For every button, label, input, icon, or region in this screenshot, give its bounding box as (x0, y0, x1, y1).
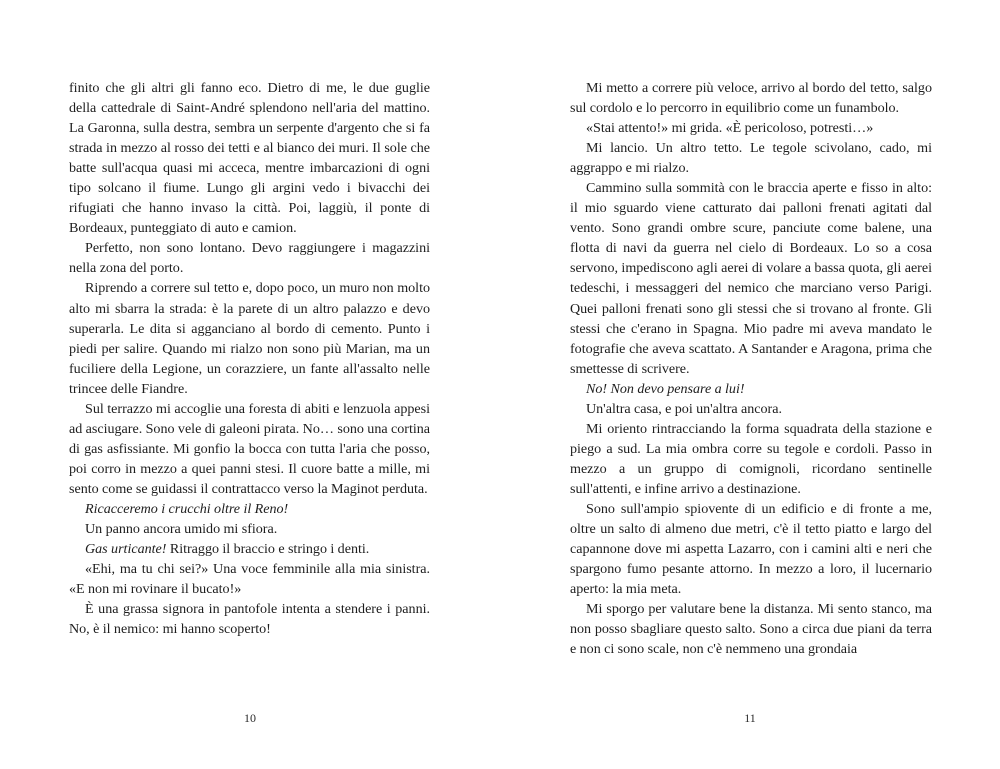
paragraph: Riprendo a correre sul tetto e, dopo poco, un muro non molto alto mi sbarra la strada: è la parete di un altro palazzo e devo superarla. Le dita si agganciano al bordo di cemento. Punto i piedi per salire. Quando mi rialzo non sono più Marian, ma un fuciliere della Legione, un corazziere, un fante all'assalto nelle trincee delle Fiandre. (69, 280, 430, 397)
page-left-textblock (69, 78, 430, 639)
paragraph: Mi lancio. Un altro tetto. Le tegole scivolano, cado, mi aggrappo e mi rialzo. (570, 140, 932, 177)
paragraph: Sono sull'ampio spiovente di un edificio e di fronte a me, oltre un salto di almeno due metri, c'è il tetto piatto e largo del capannone dove mi aspetta Lazarro, con i camini alti e neri che spargono fumo pesante attorno. In mezzo a loro, il lucernario aperto: la mia meta. (570, 500, 932, 598)
paragraph: Cammino sulla sommità con le braccia aperte e fisso in alto: il mio sguardo viene catturato dai palloni frenati agitati dal vento. Sono grandi ombre scure, panciute come balene, una flotta di navi da guerra nel cielo di Bordeaux. Lo so a cosa servono, impediscono agli aerei di volare a bassa quota, gli aerei tedeschi, i messaggeri del nemico che marciano verso Parigi. Quei palloni frenati sono gli stessi che si trovano al fronte. Gli stessi che c'erano in Spagna. Mio padre mi aveva mandato le fotografie che aveva scattato. A Santander e Aragona, prima che smettesse di scrivere. (570, 180, 932, 377)
paragraph: Sul terrazzo mi accoglie una foresta di abiti e lenzuola appesi ad asciugare. Sono vele di galeoni pirata. No… sono una cortina di gas asfissiante. Mi gonfio la bocca con tutta l'aria che posso, poi corro in mezzo a quei panni stesi. Il cuore batte a mille, mi sento come se guidassi il contrattacco verso la Maginot perduta. (69, 400, 430, 497)
paragraph: «Ehi, ma tu chi sei?» Una voce femminile alla mia sinistra. «E non mi rovinare il bucato!» (69, 561, 430, 598)
paragraph: Mi oriento rintracciando la forma squadrata della stazione e piego a sud. La mia ombra corre su tegole e cordoli. Passo in mezzo a un gruppo di comignoli, ricordano sentinelle sull'attenti, e infine arrivo a destinazione. (570, 420, 932, 497)
page-right (500, 0, 1000, 769)
page-number: 10 (244, 711, 256, 725)
paragraph: Mi sporgo per valutare bene la distanza. Mi sento stanco, ma non posso sbagliare questo salto. Sono a circa due piani da terra e non ci sono scale, non c'è nemmeno una grondaia (570, 601, 932, 658)
paragraph-italic: No! Non devo pensare a lui! (586, 380, 745, 397)
page-number: 11 (744, 711, 756, 725)
paragraph: Un panno ancora umido mi sfiora. (85, 521, 278, 538)
paragraph: «Stai attento!» mi grida. «È pericoloso, potresti…» (586, 120, 874, 137)
paragraph-roman-tail: Ritraggo il braccio e stringo i denti. (166, 541, 370, 558)
paragraph: È una grassa signora in pantofole intenta a stendere i panni. No, è il nemico: mi hanno scoperto! (69, 601, 430, 638)
paragraph: Mi metto a correre più veloce, arrivo al bordo del tetto, salgo sul cordolo e lo percorro in equilibrio come un funambolo. (570, 80, 932, 117)
paragraph: Perfetto, non sono lontano. Devo raggiungere i magazzini nella zona del porto. (69, 240, 430, 277)
page-right-textblock (570, 78, 932, 659)
paragraph-italic-lead: Gas urticante! (85, 541, 167, 558)
paragraph-italic: Ricacceremo i crucchi oltre il Reno! (85, 500, 289, 517)
paragraph: Un'altra casa, e poi un'altra ancora. (586, 400, 782, 417)
paragraph: finito che gli altri gli fanno eco. Dietro di me, le due guglie della cattedrale di Saint-André splendono nell'aria del mattino. La Garonna, sulla destra, sembra un serpente d'argento che si fa strada in mezzo al rosso dei tetti e al bianco dei muri. Il sole che batte sull'acqua quasi mi acceca, mentre imbarcazioni di ogni tipo solcano il fiume. Lungo gli argini vedo i bivacchi dei rifugiati che hanno invaso la città. Poi, laggiù, il ponte di Bordeaux, punteggiato di auto e camion. (69, 80, 430, 237)
paragraph-mixed (69, 539, 430, 559)
